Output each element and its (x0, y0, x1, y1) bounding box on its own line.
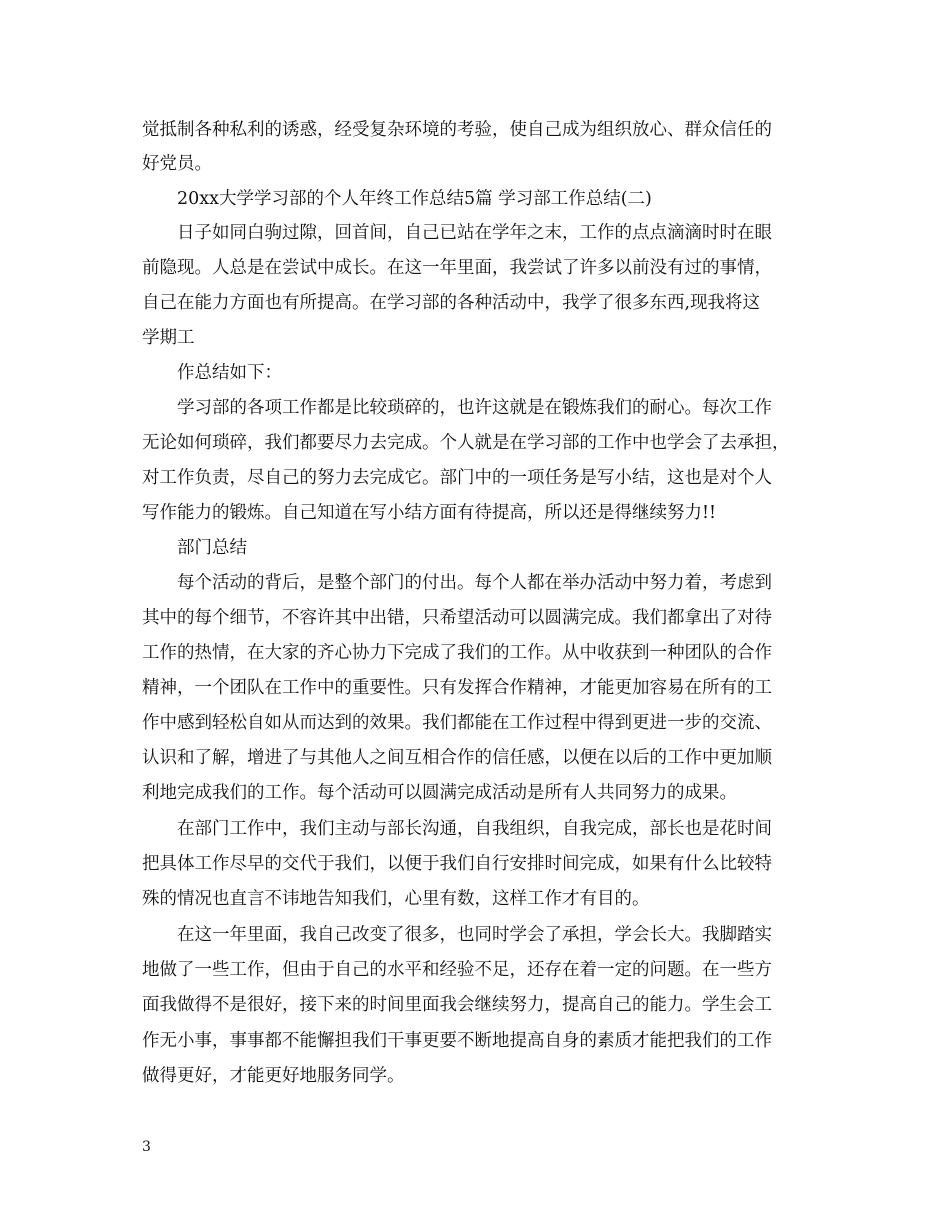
text-line: 每个活动的背后，是整个部门的付出。每个人都在举办活动中努力着，考虑到 (177, 573, 772, 593)
text-line: 作中感到轻松自如从而达到的效果。我们都能在工作过程中得到更进一步的交流、 (142, 713, 772, 733)
text-line: 认识和了解，增进了与其他人之间互相合作的信任感，以便在以后的工作中更加顺 (142, 748, 772, 768)
text-line: 在部门工作中，我们主动与部长沟通，自我组织，自我完成，部长也是花时间 (177, 819, 772, 839)
text-line: 对工作负责，尽自己的努力去完成它。部门中的一项任务是写小结，这也是对个人 (142, 468, 772, 488)
text-line: 前隐现。人总是在尝试中成长。在这一年里面，我尝试了许多以前没有过的事情， (142, 258, 772, 278)
text-line: 写作能力的锻炼。自己知道在写小结方面有待提高，所以还是得继续努力!! (142, 503, 717, 523)
text-line: 作无小事，事事都不能懈担我们干事更要不断地提高自身的素质才能把我们的工作 (142, 1031, 772, 1051)
text-line: 觉抵制各种私利的诱惑，经受复杂环境的考验，使自己成为组织放心、群众信任的 (142, 120, 772, 140)
text-line: 学期工 (142, 328, 195, 348)
text-line: 在这一年里面，我自己改变了很多，也同时学会了承担，学会长大。我脚踏实 (177, 925, 772, 945)
text-line: 地做了一些工作，但由于自己的水平和经验不足，还存在着一定的问题。在一些方 (142, 960, 772, 980)
section-heading: 部门总结 (177, 538, 247, 558)
text-line: 自己在能力方面也有所提高。在学习部的各种活动中，我学了很多东西,现我将这 (142, 293, 761, 313)
text-line: 利地完成我们的工作。每个活动可以圆满完成活动是所有人共同努力的成果。 (142, 783, 737, 803)
text-line: 学习部的各项工作都是比较琐碎的，也许这就是在锻炼我们的耐心。每次工作 (177, 398, 772, 418)
text-line: 工作的热情，在大家的齐心协力下完成了我们的工作。从中收获到一种团队的合作 (142, 643, 772, 663)
text-line: 日子如同白驹过隙，回首间，自己已站在学年之末，工作的点点滴滴时时在眼 (177, 223, 772, 243)
text-line: 殊的情况也直言不讳地告知我们，心里有数，这样工作才有目的。 (142, 889, 650, 909)
text-line: 做得更好，才能更好地服务同学。 (142, 1066, 405, 1086)
page-number: 3 (142, 1139, 151, 1155)
text-line: 其中的每个细节，不容许其中出错，只希望活动可以圆满完成。我们都拿出了对待 (142, 608, 772, 628)
text-line: 把具体工作尽早的交代于我们，以便于我们自行安排时间完成，如果有什么比较特 (142, 854, 772, 874)
section-heading: 20xx大学学习部的个人年终工作总结5篇 学习部工作总结(二) (177, 189, 652, 209)
text-line: 好党员。 (142, 154, 212, 174)
text-line: 面我做得不是很好，接下来的时间里面我会继续努力，提高自己的能力。学生会工 (142, 995, 772, 1015)
text-line: 作总结如下： (177, 363, 282, 383)
text-line: 无论如何琐碎，我们都要尽力去完成。个人就是在学习部的工作中也学会了去承担， (142, 433, 790, 453)
text-line: 精神，一个团队在工作中的重要性。只有发挥合作精神，才能更加容易在所有的工 (142, 678, 772, 698)
